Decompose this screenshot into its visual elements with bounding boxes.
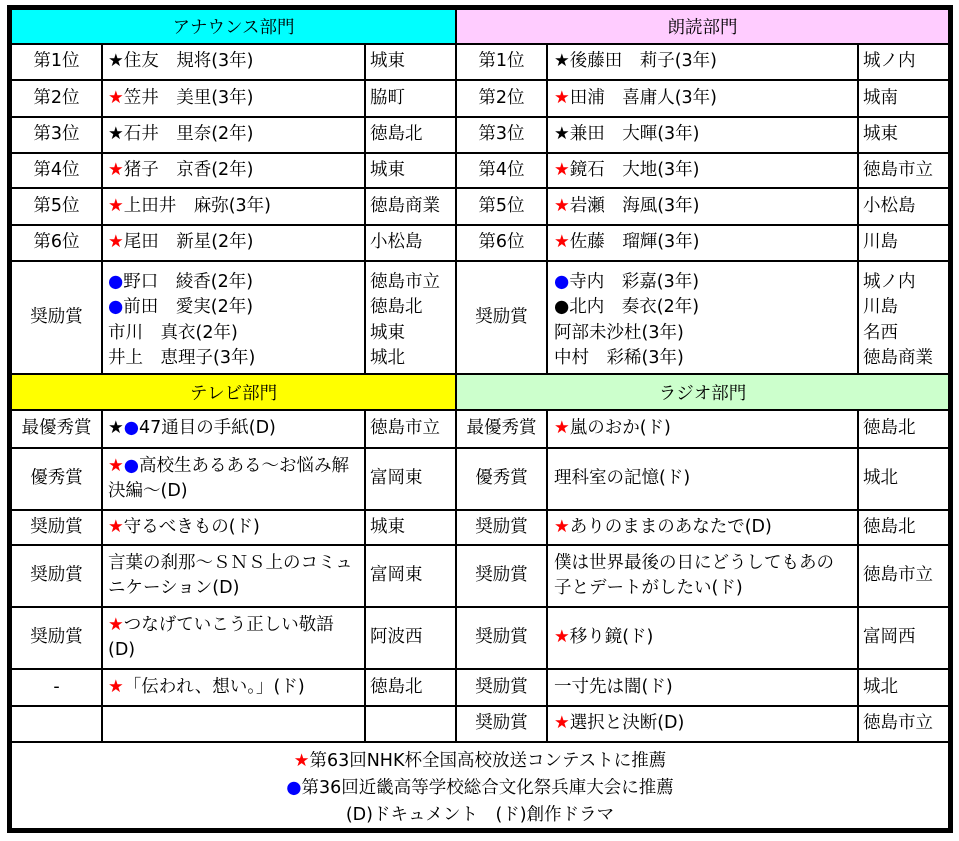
tv-award: 奨励賞 <box>12 608 101 668</box>
student-name: 市川 真衣(2年) <box>108 322 238 343</box>
star-icon: ★ <box>554 627 570 648</box>
school-name: 徳島北 <box>859 411 948 447</box>
tv-award: 奨励賞 <box>12 511 101 544</box>
program-title: 守るべきもの(ド) <box>123 516 260 537</box>
tv-award-empty <box>12 707 101 741</box>
school-name: 小松島 <box>366 226 455 260</box>
announcer-encouragement-names <box>103 262 364 373</box>
reading-winner <box>548 45 857 79</box>
program-title: 言葉の刹那～ＳＮＳ上のコミュ <box>108 552 353 573</box>
school-name: 城ノ内 <box>859 45 948 79</box>
radio-program <box>548 449 857 509</box>
program-title: 選択と決断(D) <box>569 713 685 734</box>
announcer-rank: 第1位 <box>12 45 101 79</box>
program-title-continued: 子とデートがしたい(ド) <box>554 578 743 598</box>
star-icon: ★ <box>108 195 124 216</box>
legend-text: (D)ドキュメント (ド)創作ドラマ <box>345 804 615 825</box>
tv-program <box>103 511 364 544</box>
top-quadrant <box>12 10 948 373</box>
circle-icon: ● <box>554 297 570 317</box>
reading-winner <box>548 118 857 152</box>
announcer-section <box>12 10 455 373</box>
program-title-continued: ニケーション(D) <box>108 578 240 598</box>
school-name: 阿波西 <box>366 608 455 668</box>
student-name: 北内 奏衣(2年) <box>569 297 700 317</box>
school-name: 城ノ内 <box>863 271 916 292</box>
reading-rank: 第2位 <box>457 81 546 116</box>
program-title: 47通目の手紙(D) <box>138 418 276 439</box>
school-name: 徳島市立 <box>366 411 455 447</box>
star-icon: ★ <box>108 51 124 72</box>
tv-program <box>103 670 364 705</box>
student-name: 中村 彩稀(3年) <box>554 348 684 368</box>
circle-icon: ● <box>123 455 139 476</box>
announcer-winner <box>103 81 364 116</box>
star-icon: ★ <box>554 418 570 439</box>
circle-icon: ● <box>286 777 302 798</box>
school-name: 富岡東 <box>366 449 455 509</box>
school-name: 城東 <box>366 511 455 544</box>
announcer-rank: 第4位 <box>12 154 101 187</box>
program-title: 移り鏡(ド) <box>569 627 654 648</box>
radio-award: 奨励賞 <box>457 670 546 705</box>
star-icon: ★ <box>108 676 124 697</box>
radio-section <box>457 375 948 741</box>
tv-award: 最優秀賞 <box>12 411 101 447</box>
bottom-quadrant <box>12 375 948 741</box>
school-name: 小松島 <box>859 189 948 224</box>
radio-program <box>548 707 857 741</box>
tv-program <box>103 546 364 606</box>
reading-rank: 第3位 <box>457 118 546 152</box>
school-name: 徳島商業 <box>863 348 933 368</box>
student-name: 野口 綾香(2年) <box>123 271 254 292</box>
reading-rank: 第5位 <box>457 189 546 224</box>
announcer-winner <box>103 118 364 152</box>
student-name: 佐藤 瑠輝(3年) <box>569 232 700 253</box>
tv-section <box>12 375 455 741</box>
reading-encouragement-names <box>548 262 857 373</box>
student-name: 岩瀬 海風(3年) <box>569 195 700 216</box>
star-icon: ★ <box>554 87 570 108</box>
radio-program <box>548 546 857 606</box>
school-name: 富岡東 <box>366 546 455 606</box>
school-name: 城東 <box>370 322 405 343</box>
school-name: 城東 <box>859 118 948 152</box>
star-icon: ★ <box>554 124 570 145</box>
announcer-encouragement-schools <box>366 262 455 373</box>
program-title: 「伝われ、想い。」(ド) <box>123 676 305 697</box>
announcer-rank: 第3位 <box>12 118 101 152</box>
reading-winner <box>548 189 857 224</box>
student-name: 兼田 大暉(3年) <box>569 124 700 145</box>
radio-award: 優秀賞 <box>457 449 546 509</box>
student-name: 後藤田 莉子(3年) <box>569 51 717 72</box>
tv-program <box>103 608 364 668</box>
reading-winner <box>548 154 857 187</box>
radio-award: 最優秀賞 <box>457 411 546 447</box>
announcer-winner <box>103 154 364 187</box>
star-icon: ★ <box>108 124 124 145</box>
radio-program <box>548 670 857 705</box>
school-name: 徳島市立 <box>859 707 948 741</box>
radio-header: ラジオ部門 <box>457 375 948 409</box>
legend-text: 第63回NHK杯全国高校放送コンテストに推薦 <box>309 750 667 771</box>
school-name: 城北 <box>859 670 948 705</box>
reading-header: 朗読部門 <box>457 10 948 43</box>
reading-section <box>457 10 948 373</box>
student-name: 尾田 新星(2年) <box>123 232 254 253</box>
announcer-winner <box>103 189 364 224</box>
school-name-empty <box>366 707 455 741</box>
legend-line <box>294 748 667 775</box>
student-name: 前田 愛実(2年) <box>123 297 254 317</box>
radio-program <box>548 608 857 668</box>
announcer-rank: 第5位 <box>12 189 101 224</box>
star-icon: ★ <box>108 87 124 108</box>
star-icon: ★ <box>108 159 124 180</box>
legend-line <box>286 775 674 802</box>
school-name: 徳島市立 <box>859 154 948 187</box>
results-board <box>7 5 953 833</box>
star-icon: ★ <box>108 455 124 476</box>
circle-icon: ● <box>108 297 124 317</box>
student-name: 鏡石 大地(3年) <box>569 159 700 180</box>
radio-award: 奨励賞 <box>457 546 546 606</box>
reading-rank: 第1位 <box>457 45 546 79</box>
program-title: 理科室の記憶(ド) <box>554 468 691 489</box>
program-title: 嵐のおか(ド) <box>569 418 671 439</box>
star-icon: ★ <box>554 159 570 180</box>
announcer-rank: 第2位 <box>12 81 101 116</box>
program-title: 僕は世界最後の日にどうしてもあの <box>554 552 834 573</box>
star-icon: ★ <box>554 713 570 734</box>
announcer-rank: 第6位 <box>12 226 101 260</box>
tv-header: テレビ部門 <box>12 375 455 409</box>
announcer-header: アナウンス部門 <box>12 10 455 43</box>
radio-award: 奨励賞 <box>457 608 546 668</box>
reading-encouragement-label: 奨励賞 <box>457 262 546 373</box>
program-title-continued: 決編～(D) <box>108 481 188 501</box>
student-name: 上田井 麻弥(3年) <box>123 195 271 216</box>
student-name: 猪子 京香(2年) <box>123 159 254 180</box>
school-name: 徳島市立 <box>859 546 948 606</box>
school-name: 城北 <box>370 348 405 368</box>
reading-rank: 第4位 <box>457 154 546 187</box>
student-name: 田浦 喜庸人(3年) <box>569 87 717 108</box>
school-name: 城北 <box>859 449 948 509</box>
school-name: 徳島商業 <box>366 189 455 224</box>
circle-icon: ● <box>108 271 124 292</box>
school-name: 徳島北 <box>366 118 455 152</box>
program-title: つなげていこう正しい敬語 <box>123 614 334 635</box>
radio-award: 奨励賞 <box>457 707 546 741</box>
announcer-winner <box>103 226 364 260</box>
star-icon: ★ <box>108 516 124 537</box>
school-name: 徳島北 <box>859 511 948 544</box>
tv-award: - <box>12 670 101 705</box>
school-name: 徳島北 <box>370 297 423 317</box>
student-name: 阿部未沙杜(3年) <box>554 322 684 343</box>
tv-program <box>103 449 364 509</box>
program-title: 高校生あるある～お悩み解 <box>138 455 349 476</box>
star-icon: ★ <box>554 51 570 72</box>
school-name: 徳島市立 <box>370 271 440 292</box>
circle-icon: ● <box>123 418 139 439</box>
school-name: 城東 <box>366 154 455 187</box>
star-icon: ★ <box>554 195 570 216</box>
program-title: ありのままのあなたで(D) <box>569 516 772 537</box>
radio-program <box>548 411 857 447</box>
student-name: 石井 里奈(2年) <box>123 124 254 145</box>
star-icon: ★ <box>108 232 124 253</box>
star-icon: ★ <box>554 232 570 253</box>
reading-encouragement-schools <box>859 262 948 373</box>
tv-award: 奨励賞 <box>12 546 101 606</box>
program-title: 一寸先は闇(ド) <box>554 676 673 697</box>
star-icon: ★ <box>108 418 124 439</box>
tv-program-empty <box>103 707 364 741</box>
legend-text: 第36回近畿高等学校総合文化祭兵庫大会に推薦 <box>301 777 674 798</box>
student-name: 井上 恵理子(3年) <box>108 348 256 368</box>
school-name: 名西 <box>863 322 898 343</box>
school-name: 城南 <box>859 81 948 116</box>
reading-rank: 第6位 <box>457 226 546 260</box>
announcer-winner <box>103 45 364 79</box>
star-icon: ★ <box>293 750 310 771</box>
school-name: 川島 <box>859 226 948 260</box>
star-icon: ★ <box>108 614 124 635</box>
announcer-encouragement-label: 奨励賞 <box>12 262 101 373</box>
legend <box>12 743 948 828</box>
radio-program <box>548 511 857 544</box>
radio-award: 奨励賞 <box>457 511 546 544</box>
tv-program <box>103 411 364 447</box>
school-name: 徳島北 <box>366 670 455 705</box>
school-name: 川島 <box>863 297 898 317</box>
circle-icon: ● <box>554 271 570 292</box>
student-name: 住友 規将(3年) <box>123 51 254 72</box>
school-name: 脇町 <box>366 81 455 116</box>
tv-award: 優秀賞 <box>12 449 101 509</box>
reading-winner <box>548 226 857 260</box>
school-name: 城東 <box>366 45 455 79</box>
student-name: 寺内 彩嘉(3年) <box>569 271 700 292</box>
program-title-continued: (D) <box>108 640 136 660</box>
student-name: 笠井 美里(3年) <box>123 87 254 108</box>
legend-line <box>346 802 614 829</box>
reading-winner <box>548 81 857 116</box>
school-name: 富岡西 <box>859 608 948 668</box>
star-icon: ★ <box>554 516 570 537</box>
